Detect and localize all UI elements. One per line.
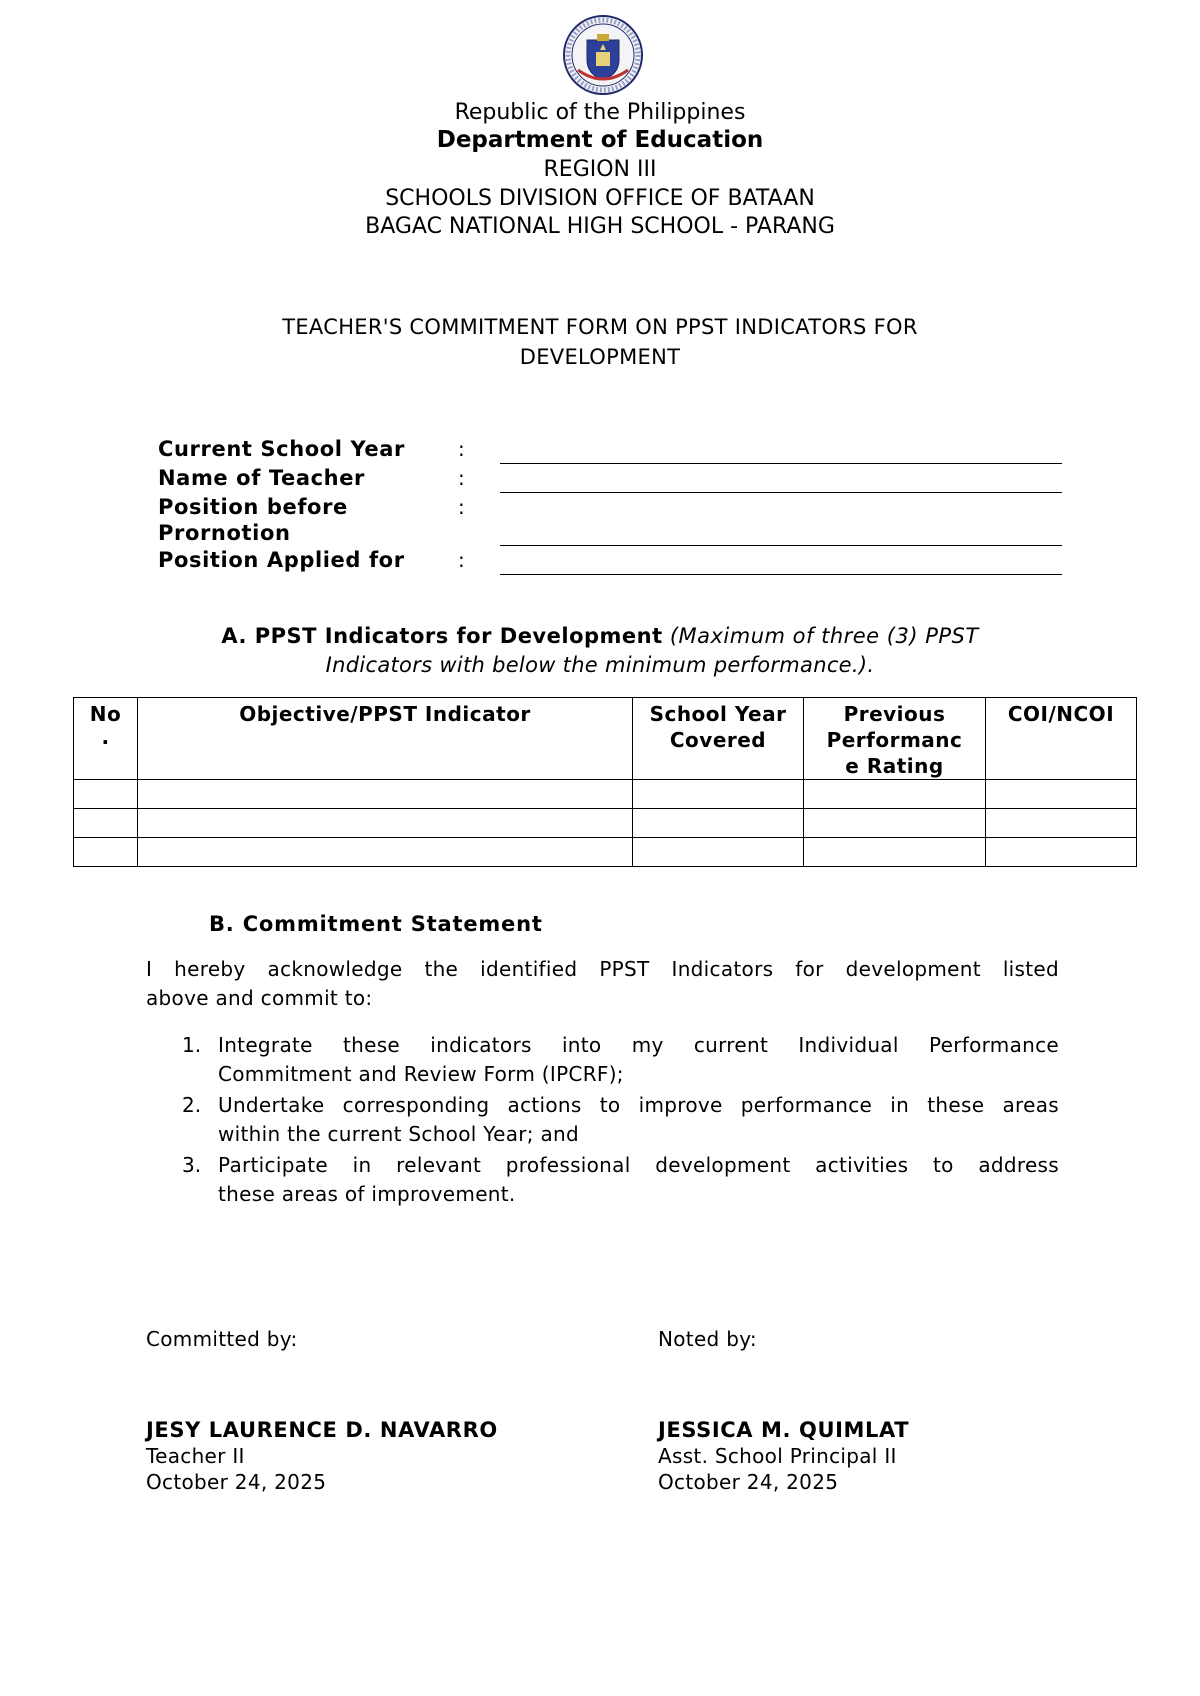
list-item-line1: Integrate these indicators into my current Individual Performance: [218, 1033, 1059, 1057]
list-item-line2: these areas of improvement.: [218, 1182, 516, 1206]
col-header-objective: Objective/PPST Indicator: [138, 698, 633, 780]
table-cell[interactable]: [804, 780, 986, 809]
table-row: [74, 809, 1137, 838]
header-division: SCHOOLS DIVISION OFFICE OF BATAAN: [385, 186, 815, 211]
section-a-title: A. PPST Indicators for Development: [221, 624, 663, 648]
list-item-line1: Undertake corresponding actions to improve performance in these areas: [218, 1093, 1059, 1117]
header-department: Department of Education: [436, 127, 764, 153]
header-school: BAGAC NATIONAL HIGH SCHOOL - PARANG: [365, 214, 835, 239]
table-cell[interactable]: [633, 838, 804, 867]
position-before-label-line2: Prornotion: [158, 521, 291, 545]
col-header-prev-line1: Previous: [843, 702, 946, 726]
commitment-intro-line2: above and commit to:: [146, 986, 373, 1010]
col-header-school-year-line1: School Year: [649, 702, 787, 726]
list-item-number: 1.: [182, 1033, 202, 1057]
position-applied-label: Position Applied for: [158, 548, 405, 572]
col-header-no-dot: .: [101, 725, 110, 749]
form-title: [0, 312, 1200, 372]
committed-by-name: JESY LAURENCE D. NAVARRO: [146, 1418, 498, 1442]
list-item: [218, 1091, 1059, 1149]
section-a-note-line1: (Maximum of three (3) PPST: [669, 624, 979, 648]
position-before-field[interactable]: [500, 545, 1062, 546]
form-title-line2: DEVELOPMENT: [519, 345, 681, 369]
position-applied-colon: :: [458, 548, 465, 572]
school-year-colon: :: [458, 437, 465, 461]
table-row: [74, 780, 1137, 809]
list-item-line2: within the current School Year; and: [218, 1122, 580, 1146]
committed-by-date: October 24, 2025: [146, 1470, 327, 1494]
position-before-label-line1: Position before: [158, 495, 348, 519]
table-cell[interactable]: [986, 780, 1137, 809]
teacher-name-label: Name of Teacher: [158, 466, 366, 490]
noted-by-date: October 24, 2025: [658, 1470, 839, 1494]
table-cell[interactable]: [74, 809, 138, 838]
table-cell[interactable]: [74, 780, 138, 809]
list-item: [218, 1031, 1059, 1089]
noted-by-title: Asst. School Principal II: [658, 1444, 897, 1468]
section-a-note-line2: Indicators with below the minimum performance.).: [325, 653, 875, 677]
table-cell[interactable]: [804, 809, 986, 838]
section-a-heading: [0, 622, 1200, 650]
table-cell[interactable]: [633, 809, 804, 838]
committed-by-title: Teacher II: [146, 1444, 245, 1468]
table-row: [74, 838, 1137, 867]
table-cell[interactable]: [138, 809, 633, 838]
form-title-line1: TEACHER'S COMMITMENT FORM ON PPST INDICATORS FOR: [282, 315, 918, 339]
committed-by-label: Committed by:: [146, 1327, 298, 1351]
table-cell[interactable]: [804, 838, 986, 867]
school-year-label: Current School Year: [158, 437, 405, 461]
header-republic: Republic of the Philippines: [454, 100, 746, 125]
school-year-field[interactable]: [500, 463, 1062, 464]
table-header-row: [74, 698, 1137, 780]
list-item-line1: Participate in relevant professional development activities to address: [218, 1153, 1059, 1177]
col-header-school-year: [633, 698, 804, 780]
position-before-colon: :: [458, 495, 465, 519]
position-applied-field[interactable]: [500, 574, 1062, 575]
list-item-line2: Commitment and Review Form (IPCRF);: [218, 1062, 624, 1086]
noted-by-name: JESSICA M. QUIMLAT: [658, 1418, 910, 1442]
header-region: REGION III: [543, 157, 657, 182]
col-header-no-text: No: [89, 702, 122, 726]
col-header-no: [74, 698, 138, 780]
deped-seal-icon: [562, 14, 644, 96]
col-header-prev-line3: e Rating: [845, 754, 944, 778]
list-item: [218, 1151, 1059, 1209]
section-b-heading: B. Commitment Statement: [209, 912, 543, 936]
ppst-indicator-table: [73, 697, 1137, 867]
col-header-previous-rating: [804, 698, 986, 780]
col-header-school-year-line2: Covered: [669, 728, 767, 752]
table-cell[interactable]: [138, 780, 633, 809]
list-item-number: 2.: [182, 1093, 202, 1117]
teacher-name-colon: :: [458, 466, 465, 490]
col-header-coi-ncoi: COI/NCOI: [986, 698, 1137, 780]
teacher-name-field[interactable]: [500, 492, 1062, 493]
noted-by-label: Noted by:: [658, 1327, 757, 1351]
table-cell[interactable]: [633, 780, 804, 809]
commitment-intro: [146, 955, 1059, 1013]
list-item-number: 3.: [182, 1153, 202, 1177]
table-cell[interactable]: [986, 809, 1137, 838]
table-cell[interactable]: [138, 838, 633, 867]
table-cell[interactable]: [986, 838, 1137, 867]
table-cell[interactable]: [74, 838, 138, 867]
commitment-intro-line1: I hereby acknowledge the identified PPST Indicators for development listed: [146, 957, 1059, 981]
col-header-prev-line2: Performanc: [826, 728, 963, 752]
